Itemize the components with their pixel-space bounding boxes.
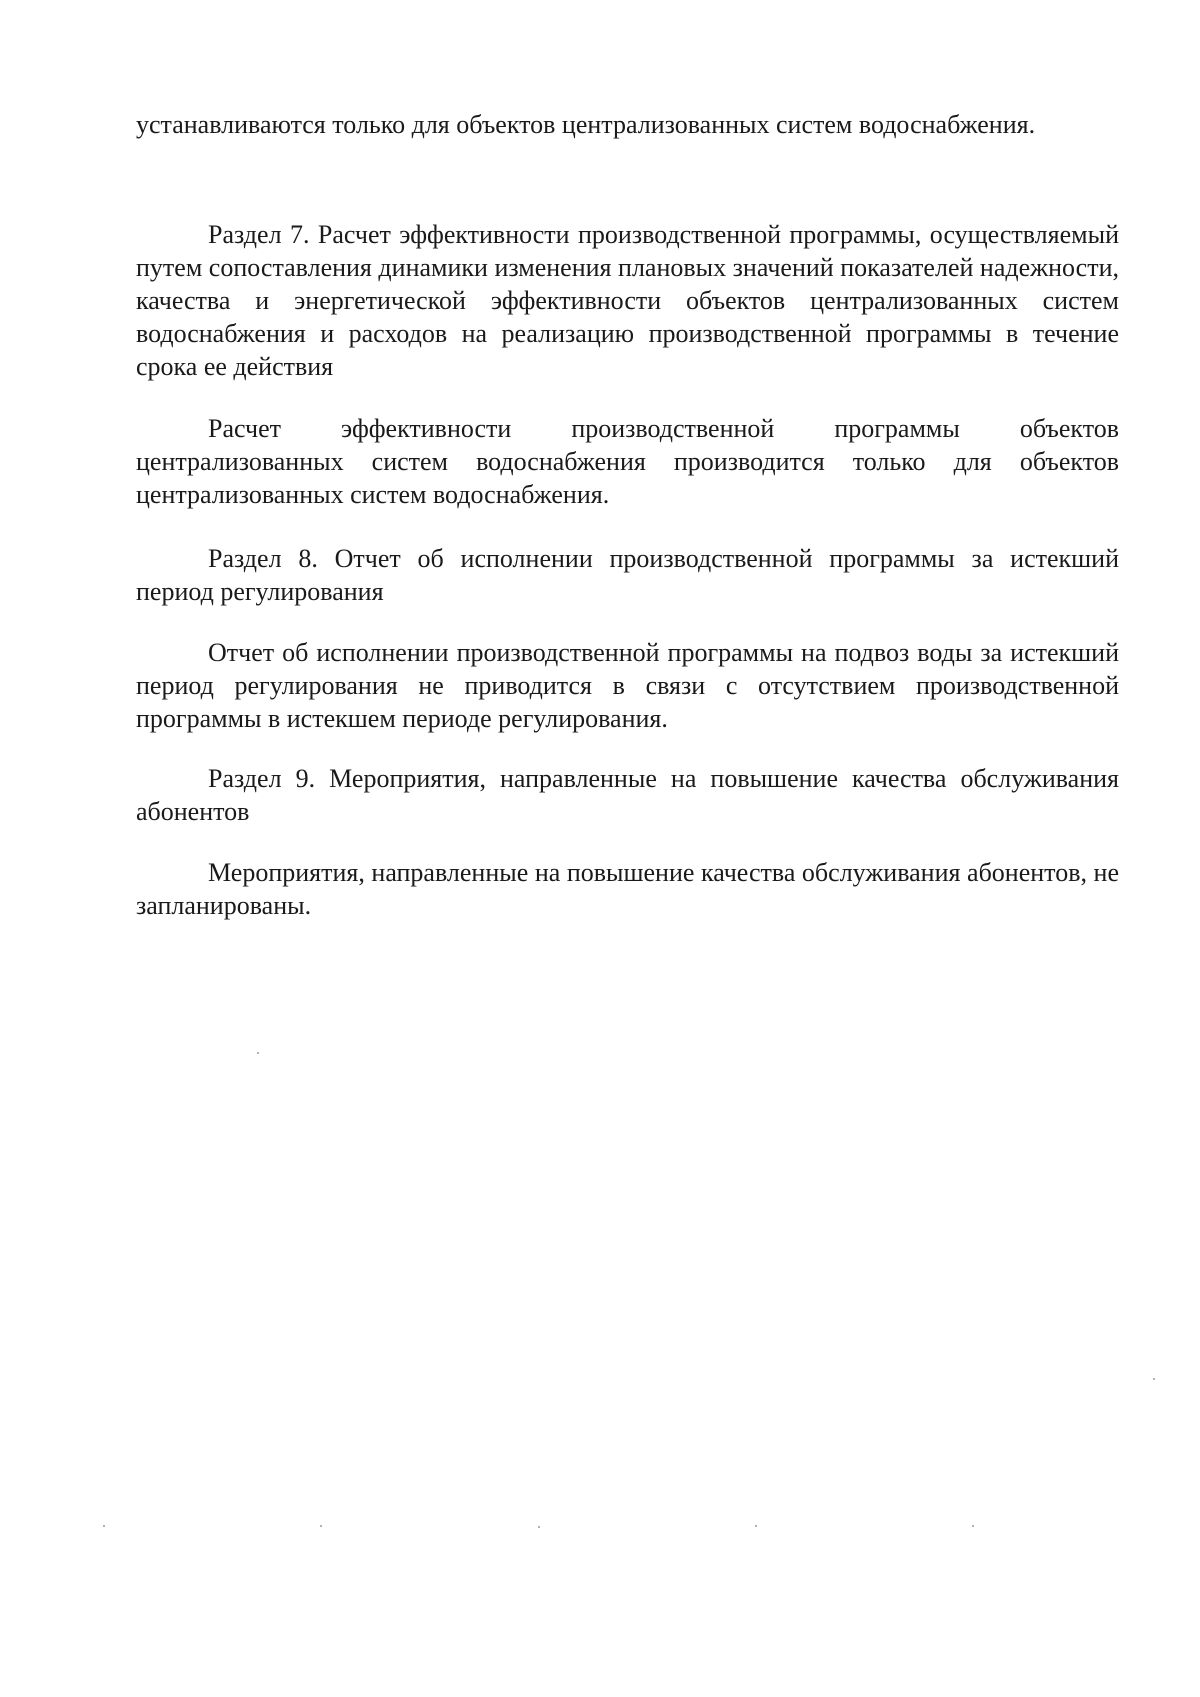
scan-speck (1153, 1378, 1155, 1380)
scan-speck (755, 1525, 757, 1527)
scan-speck (320, 1525, 322, 1527)
scan-speck (538, 1526, 540, 1528)
scan-speck (257, 1052, 259, 1054)
section-8-body: Отчет об исполнении производственной программы на подвоз воды за истекший период регулирования не приводится в связи с отсутствием производственной программы в истекшем периоде регулирования. (136, 638, 1119, 733)
section-9-heading: Раздел 9. Мероприятия, направленные на повышение качества обслуживания абонентов (136, 764, 1119, 826)
section-7-heading: Раздел 7. Расчет эффективности производственной программы, осуществляемый путем сопоставления динамики изменения плановых значений показателей надежности, качества и энергетической эффективности объектов централизованных систем водоснабжения и расходов на реализацию производственной программы в течение срока ее действия (136, 220, 1119, 381)
scan-speck (972, 1525, 974, 1527)
section-7-body: Расчет эффективности производственной программы объектов централизованных систем водоснабжения производится только для объектов централизованных систем водоснабжения. (136, 414, 1119, 509)
paragraph-continuation: устанавливаются только для объектов централизованных систем водоснабжения. (136, 110, 1036, 139)
scan-speck (103, 1525, 105, 1527)
section-9-body: Мероприятия, направленные на повышение качества обслуживания абонентов, не запланированы. (136, 858, 1119, 920)
section-8-heading: Раздел 8. Отчет об исполнении производственной программы за истекший период регулирования (136, 544, 1119, 606)
